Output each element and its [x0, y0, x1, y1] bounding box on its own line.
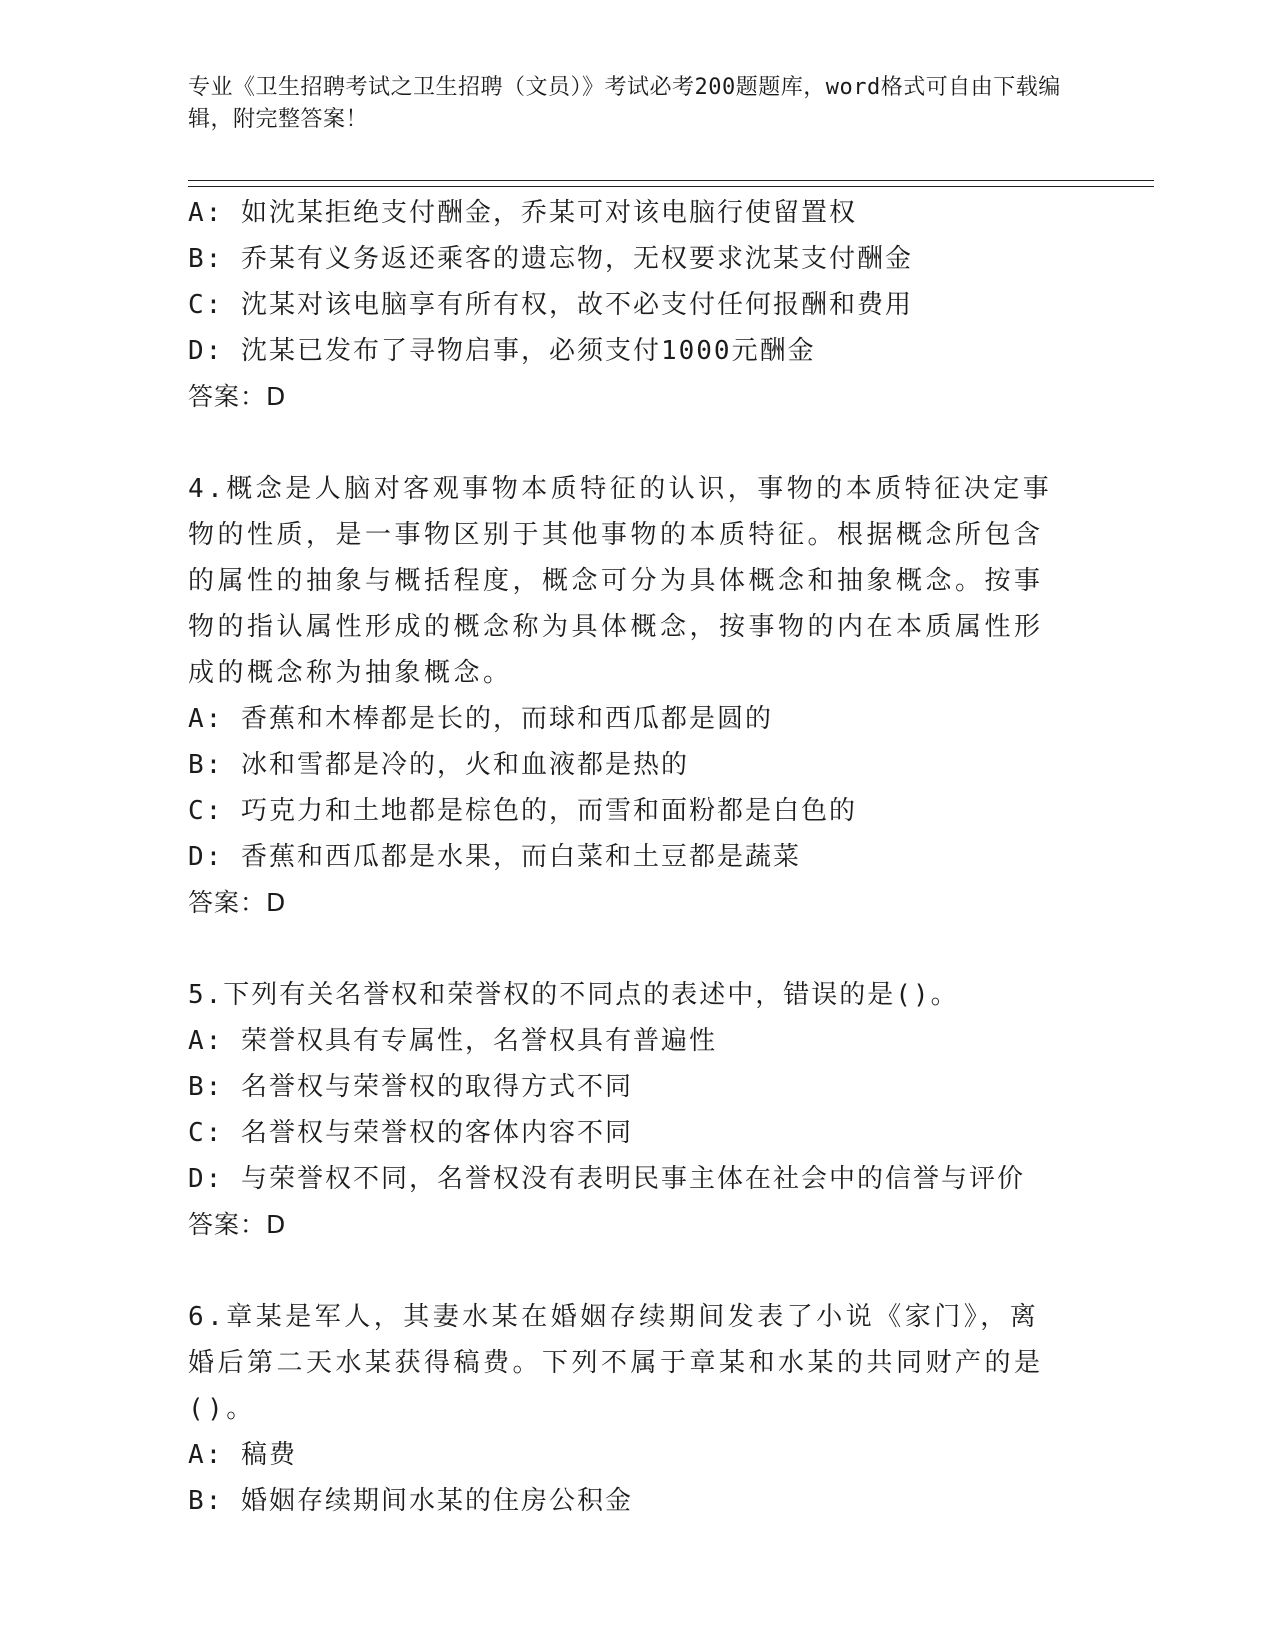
option-a: A: 如沈某拒绝支付酬金，乔某可对该电脑行使留置权: [188, 198, 857, 228]
question-6: [188, 1294, 1068, 1524]
option-a: A: 荣誉权具有专属性，名誉权具有普遍性: [188, 1026, 717, 1056]
answer: 答案：D: [188, 1210, 287, 1239]
answer: 答案：D: [188, 888, 287, 917]
option-a: A: 香蕉和木棒都是长的，而球和西瓜都是圆的: [188, 704, 773, 734]
spacer: [188, 420, 1068, 466]
spacer: [188, 1248, 1068, 1294]
question-stem: 4.概念是人脑对客观事物本质特征的认识，事物的本质特征决定事物的性质，是一事物区别于其他事物的本质特征。根据概念所包含的属性的抽象与概括程度，概念可分为具体概念和抽象概念。按事物的指认属性形成的概念称为具体概念，按事物的内在本质属性形成的概念称为抽象概念。: [188, 474, 1053, 688]
option-b: B: 名誉权与荣誉权的取得方式不同: [188, 1072, 633, 1102]
option-b: B: 婚姻存续期间水某的住房公积金: [188, 1486, 633, 1516]
header-divider-top: [188, 180, 1154, 181]
option-c: C: 巧克力和土地都是棕色的，而雪和面粉都是白色的: [188, 796, 857, 826]
document-header: 专业《卫生招聘考试之卫生招聘（文员）》考试必考200题题库，word格式可自由下载编辑，附完整答案！: [188, 75, 1061, 132]
answer: 答案：D: [188, 382, 287, 411]
option-b: B: 冰和雪都是冷的，火和血液都是热的: [188, 750, 689, 780]
option-c: C: 名誉权与荣誉权的客体内容不同: [188, 1118, 633, 1148]
document-body: [188, 190, 1068, 1524]
spacer: [188, 926, 1068, 972]
question-5: [188, 972, 1068, 1248]
question-stem: 6.章某是军人，其妻水某在婚姻存续期间发表了小说《家门》，离婚后第二天水某获得稿费。下列不属于章某和水某的共同财产的是()。: [188, 1302, 1044, 1424]
option-d: D: 沈某已发布了寻物启事，必须支付1000元酬金: [188, 336, 816, 366]
option-c: C: 沈某对该电脑享有所有权，故不必支付任何报酬和费用: [188, 290, 913, 320]
option-d: D: 与荣誉权不同，名誉权没有表明民事主体在社会中的信誉与评价: [188, 1164, 1025, 1194]
option-b: B: 乔某有义务返还乘客的遗忘物，无权要求沈某支付酬金: [188, 244, 913, 274]
question-stem: 5.下列有关名誉权和荣誉权的不同点的表述中，错误的是()。: [188, 980, 959, 1010]
question-4: [188, 466, 1068, 926]
option-d: D: 香蕉和西瓜都是水果，而白菜和土豆都是蔬菜: [188, 842, 801, 872]
question-3: [188, 190, 1068, 420]
option-a: A: 稿费: [188, 1440, 297, 1470]
header-divider-bottom: [188, 186, 1154, 187]
